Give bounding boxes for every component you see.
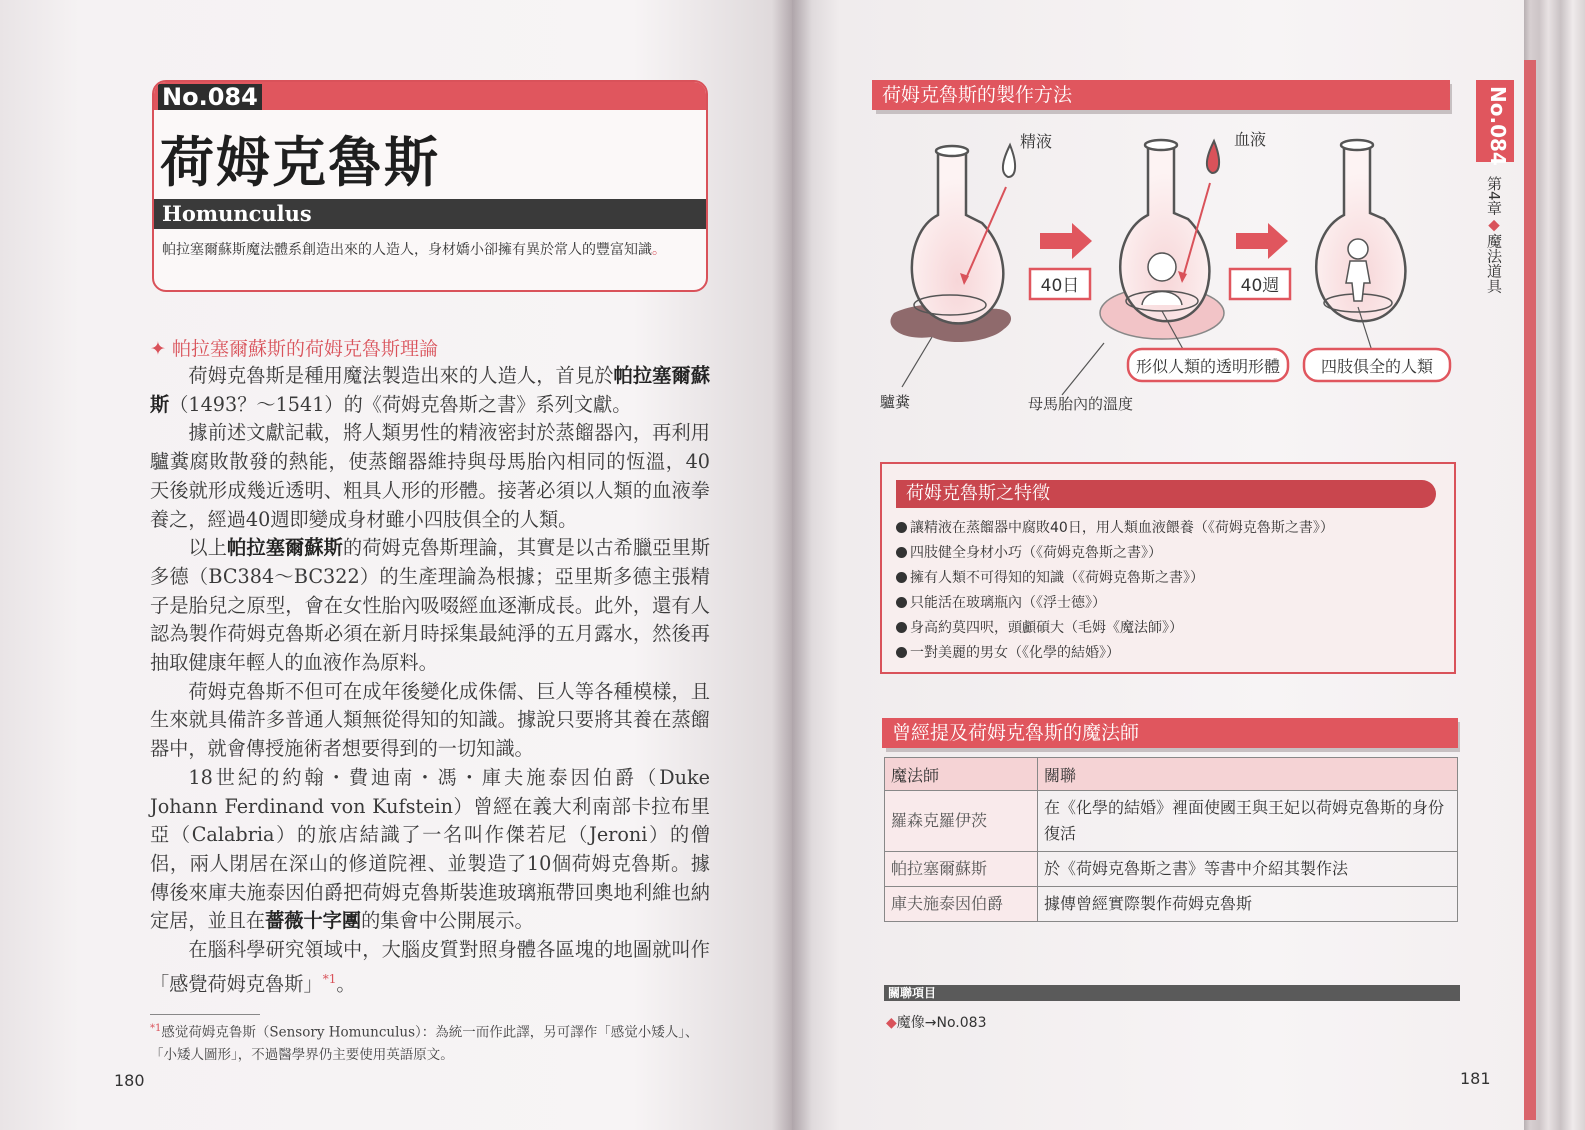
keyword-rosicrucian: 薔薇十字團 (265, 909, 362, 933)
page-edge-red (1524, 60, 1536, 1120)
description-text: 帕拉塞爾蘇斯魔法體系創造出來的人造人，身材嬌小卻擁有異於常人的豐富知識 (162, 242, 652, 258)
feature-text: 身高約莫四呎，頭顱碩大（毛姆《魔法師》） (910, 620, 1183, 636)
diamond-icon: ◆ (1485, 215, 1503, 234)
step-40-days: 40日 (1040, 276, 1080, 296)
footnote (150, 1018, 710, 1066)
footnote-ref: *1 (322, 971, 337, 986)
entry-description (162, 240, 702, 261)
diagram-title-bar: 荷姆克魯斯的製作方法 (872, 80, 1450, 110)
entry-header-box (152, 80, 708, 292)
related-bar (884, 985, 1460, 1001)
cell-magician: 庫夫施泰因伯爵 (885, 887, 1038, 922)
step-40-weeks: 40週 (1240, 276, 1280, 296)
related-item-text: 魔像→No.083 (896, 1015, 987, 1031)
arrow-right-icon (1236, 223, 1288, 259)
bullet-icon (896, 622, 907, 633)
bullet-icon (896, 597, 907, 608)
table-row (885, 887, 1458, 922)
related-title: 關聯項目 (888, 986, 937, 1000)
side-tab-number: No.084 (1486, 86, 1510, 166)
features-list (896, 516, 1334, 666)
feature-item (896, 616, 1334, 641)
text-run: 以上 (188, 536, 228, 560)
description-period: 。 (652, 242, 666, 258)
book-gutter (772, 0, 812, 1130)
footnote-divider (150, 1014, 260, 1015)
header-relation: 關聯 (1038, 758, 1458, 791)
footnote-text: 感觉荷姆克鲁斯（Sensory Homunculus）：為統一而作此譯，另可譯作「感觉小矮人」、「小矮人圖形」，不過醫學界仍主要使用英語原文。 (150, 1024, 699, 1063)
chapter-label: 第4章 (1485, 176, 1503, 216)
paragraph-1 (150, 362, 710, 419)
paragraph-6 (150, 936, 710, 999)
features-title: 荷姆克魯斯之特徵 (896, 480, 1436, 508)
cell-magician: 帕拉塞爾蘇斯 (885, 852, 1038, 887)
feature-text: 擁有人類不可得知的知識（《荷姆克魯斯之書》） (910, 570, 1204, 586)
label-blood: 血液 (1234, 130, 1267, 149)
keyword-paracelsus: 帕拉塞爾蘇斯 (227, 536, 343, 560)
paragraph-3 (150, 534, 710, 678)
cell-relation: 在《化學的結婚》裡面使國王與王妃以荷姆克魯斯的身份復活 (1038, 791, 1458, 852)
label-temperature: 母馬胎內的溫度 (1028, 395, 1134, 413)
cell-relation: 據傳曾經實際製作荷姆克魯斯 (1038, 887, 1458, 922)
entry-english-title: Homunculus (154, 199, 706, 229)
homunculus-diagram (872, 115, 1462, 425)
side-chapter (1483, 176, 1505, 294)
text-run: （1493？～1541）的《荷姆克魯斯之書》系列文獻。 (169, 392, 632, 416)
features-box (880, 462, 1456, 674)
bullet-icon (896, 572, 907, 583)
diamond-icon: ◆ (886, 1015, 897, 1031)
text-run: 荷姆克魯斯是種用魔法製造出來的人造人，首見於 (188, 364, 614, 387)
table-header-row (885, 758, 1458, 791)
text-run: 。 (336, 972, 356, 996)
flask-1 (912, 146, 1003, 323)
page-number-left: 180 (114, 1071, 145, 1090)
text-run: 的集會中公開展示。 (361, 909, 534, 933)
page-number-right: 181 (1460, 1069, 1491, 1088)
text-run: 的荷姆克魯斯理論，其實是以古希臘亞里斯多德（BC384～BC322）的生產理論為根據；亞里斯多德主張精子是胎兒之原型，會在女性胎內吸啜經血逐漸成長。此外，還有人認為製作荷姆克魯斯必須在新月時採集最純淨的五月露水，然後再抽取健康年輕人的血液作為原料。 (150, 536, 711, 675)
feature-item (896, 591, 1334, 616)
bullet-icon (896, 547, 907, 558)
feature-text: 四肢健全身材小巧（《荷姆克魯斯之書》） (910, 545, 1162, 561)
table-row (885, 791, 1458, 852)
feature-item (896, 641, 1334, 666)
cell-magician: 羅森克羅伊茨 (885, 791, 1038, 852)
body-text (150, 362, 710, 999)
header-magician: 魔法師 (885, 758, 1038, 791)
magicians-title-bar: 曾經提及荷姆克魯斯的魔法師 (882, 718, 1458, 748)
blood-drop-icon (1207, 141, 1219, 173)
magicians-table (884, 757, 1458, 922)
paragraph-5 (150, 764, 710, 936)
text-run: 18世紀的約翰・費迪南・馮・庫夫施泰因伯爵（Duke Johann Ferdinand von Kufstein）曾經在義大利南部卡拉布里亞（Calabria）的旅店結識了一名叫作傑若尼（Jeroni）的僧侶，兩人閉居在深山的修道院裡、並製造了10個荷姆克魯斯。據傳後來庫夫施泰因伯爵把荷姆克魯斯裝進玻璃瓶帶回奧地利維也納定居，並且在 (150, 765, 710, 933)
footnote-mark: *1 (150, 1023, 162, 1034)
related-item[interactable] (886, 1012, 986, 1032)
section-heading: ✦ 帕拉塞爾蘇斯的荷姆克魯斯理論 (150, 338, 438, 360)
semen-drop-icon (1003, 145, 1015, 177)
bullet-icon (896, 522, 907, 533)
arrow-right-icon (1040, 223, 1092, 259)
entry-number: No.084 (158, 84, 262, 110)
flask-3 (1316, 140, 1405, 321)
label-dung: 驢糞 (880, 393, 911, 411)
label-transparent: 形似人類的透明形體 (1135, 357, 1281, 376)
feature-item (896, 516, 1334, 541)
paragraph-4: 荷姆克魯斯不但可在成年後變化成侏儒、巨人等各種模樣，且生來就具備許多普通人類無從得知的知識。據說只要將其養在蒸餾器中，就會傳授施術者想要得到的一切知識。 (150, 679, 710, 761)
feature-text: 一對美麗的男女（《化學的結婚》） (910, 645, 1120, 661)
feature-text: 讓精液在蒸餾器中腐敗40日，用人類血液餵養（《荷姆克魯斯之書》） (910, 520, 1334, 536)
label-complete: 四肢俱全的人類 (1320, 357, 1434, 376)
table-row (885, 852, 1458, 887)
feature-text: 只能活在玻璃瓶內（《浮士德》） (910, 595, 1106, 611)
keyword-paracelsus: 帕拉塞爾蘇斯 (150, 364, 711, 416)
label-semen: 精液 (1020, 132, 1053, 151)
text-run: 在腦科學研究領域中，大腦皮質對照身體各區塊的地圖就叫作「感覺荷姆克魯斯」 (150, 938, 710, 996)
entry-title: 荷姆克魯斯 (160, 131, 440, 194)
paragraph-2: 據前述文獻記載，將人類男性的精液密封於蒸餾器內，再利用驢糞腐敗散發的熱能，使蒸餾器維持與母馬胎內相同的恆溫，40天後就形成幾近透明、粗具人形的形體。接著必須以人類的血液拳養之，經過40週即變成身材雖小四肢俱全的人類。 (150, 421, 710, 531)
feature-item (896, 566, 1334, 591)
feature-item (896, 541, 1334, 566)
cell-relation: 於《荷姆克魯斯之書》等書中介紹其製作法 (1038, 852, 1458, 887)
chapter-title: 魔法道具 (1485, 233, 1503, 294)
bullet-icon (896, 647, 907, 658)
